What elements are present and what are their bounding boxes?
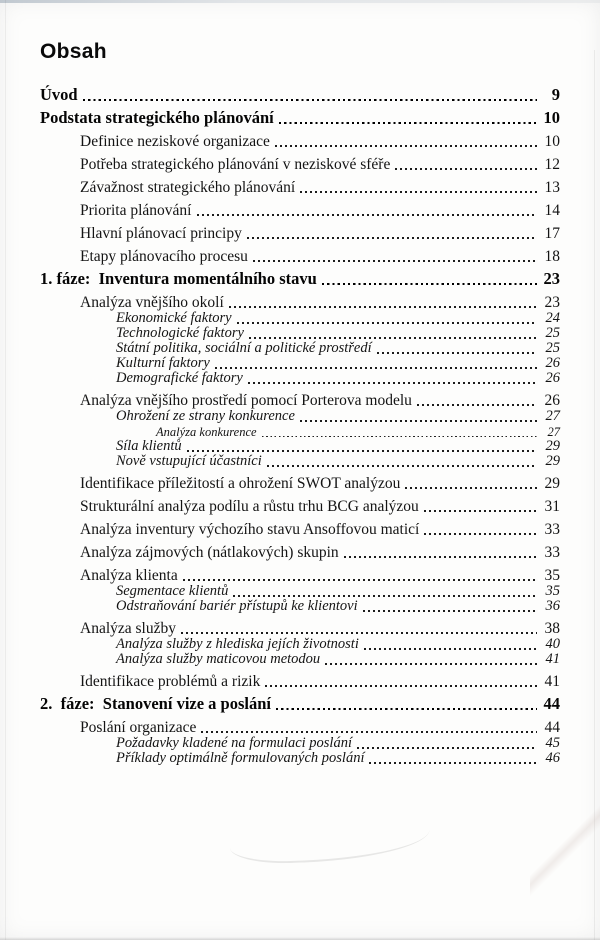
toc-entry-page: 35 (544, 567, 560, 584)
toc-entry (40, 105, 560, 128)
toc-entry-title: Analýza vnějšího prostředí pomocí Porterova modelu (80, 392, 412, 409)
toc-entry-page: 13 (544, 179, 560, 196)
toc-entry-title: Státní politika, sociální a politické prostředí (116, 340, 372, 356)
scan-top-edge-shadow (0, 0, 600, 3)
toc-entry-title: Podstata strategického plánování (40, 108, 274, 127)
toc-entry-page: 23 (544, 294, 560, 311)
dotted-leader (357, 747, 537, 749)
toc-entry-page: 14 (544, 202, 560, 219)
toc-entry-title: Kulturní faktory (116, 355, 210, 371)
dotted-leader (249, 337, 537, 339)
toc-entry-title: Analýza služby (80, 620, 176, 637)
toc-entry (40, 668, 560, 691)
toc-entry (40, 470, 560, 493)
dotted-leader (344, 556, 537, 558)
dotted-leader (229, 306, 537, 308)
toc-entry-title: Hlavní plánovací principy (80, 225, 242, 242)
toc-entry-title: Úvod (40, 85, 78, 104)
toc-entry-page: 31 (544, 498, 560, 515)
dotted-leader (424, 510, 537, 512)
dotted-leader (247, 237, 537, 239)
toc-entry-title: Identifikace problémů a rizik (80, 673, 261, 690)
toc-entry-title: Strukturální analýza podílu a růstu trhu BCG analýzou (80, 498, 419, 515)
toc-entry-page: 24 (545, 310, 560, 326)
toc-entry (40, 197, 560, 220)
toc-entry-page: 9 (551, 85, 560, 104)
dotted-leader (275, 145, 537, 147)
dotted-leader (279, 122, 537, 125)
dotted-leader (322, 283, 537, 286)
dotted-leader (181, 632, 537, 634)
toc-entry (40, 516, 560, 539)
dotted-leader (248, 382, 537, 384)
toc-entry (40, 128, 560, 151)
toc-entry (40, 653, 560, 668)
toc-entry-title: Síla klientů (116, 438, 182, 454)
toc-entry-title: Ekonomické faktory (116, 310, 232, 326)
toc-entry (40, 174, 560, 197)
dotted-leader (300, 191, 537, 193)
dotted-leader (201, 731, 537, 733)
toc-entry-title: Požadavky kladené na formulaci poslání (116, 735, 352, 751)
dotted-leader (417, 404, 537, 406)
toc-entry-page: 35 (545, 583, 560, 599)
page-title: Obsah (40, 40, 107, 63)
dotted-leader (424, 533, 537, 535)
dotted-leader (267, 465, 537, 467)
toc-entry-page: 36 (545, 598, 560, 614)
toc-entry (40, 455, 560, 470)
toc-entry-page: 10 (544, 133, 560, 150)
dotted-leader (364, 648, 537, 650)
dotted-leader (183, 579, 537, 581)
toc-entry-page: 33 (544, 544, 560, 561)
toc-entry-title: Segmentace klientů (116, 583, 229, 599)
toc-entry (40, 752, 560, 767)
toc-entry-page: 44 (544, 719, 560, 736)
dotted-leader (369, 762, 537, 764)
toc-entry-page: 44 (543, 694, 560, 713)
toc-entry-page: 17 (544, 225, 560, 242)
toc-entry-title: Analýza zájmových (nátlakových) skupin (80, 544, 339, 561)
toc-entry-page: 26 (545, 355, 560, 371)
dotted-leader (276, 708, 537, 711)
toc-entry-title: Etapy plánovacího procesu (80, 248, 248, 265)
toc-entry-title: Ohrožení ze strany konkurence (116, 408, 295, 424)
toc-entry (40, 289, 560, 312)
toc-entry-page: 41 (545, 651, 560, 667)
dotted-leader (215, 367, 537, 369)
dotted-leader (325, 663, 537, 665)
toc-entry-title: Demografické faktory (116, 370, 243, 386)
toc-entry-title: Technologické faktory (116, 325, 244, 341)
toc-entry-title: Priorita plánování (80, 202, 192, 219)
dotted-leader (300, 420, 537, 422)
scan-smudge-mark (230, 829, 431, 864)
dotted-leader (395, 168, 537, 170)
toc-entry-page: 29 (544, 475, 560, 492)
toc-entry (40, 243, 560, 266)
toc-entry (40, 266, 560, 289)
toc-entry-page: 18 (544, 248, 560, 265)
dotted-leader (262, 436, 537, 438)
toc-entry-page: 25 (545, 325, 560, 341)
toc-entry (40, 714, 560, 737)
toc-entry (40, 220, 560, 243)
dotted-leader (187, 450, 537, 452)
toc-entry (40, 493, 560, 516)
scan-crease-mark (530, 800, 600, 900)
toc-entry-title: Závažnost strategického plánování (80, 179, 296, 196)
toc-entry-title: Analýza klienta (80, 567, 178, 584)
scan-left-edge-line (5, 0, 6, 940)
dotted-leader (83, 99, 537, 102)
toc-entry-page: 38 (544, 620, 560, 637)
dotted-leader (377, 352, 537, 354)
toc-entry (40, 615, 560, 638)
toc-entry-title: Analýza služby maticovou metodou (116, 651, 321, 667)
toc-entry-page: 46 (545, 750, 560, 766)
dotted-leader (237, 322, 537, 324)
toc-entry-page: 29 (545, 453, 560, 469)
toc-entry (40, 600, 560, 615)
dotted-leader (363, 610, 537, 612)
toc-entry-page: 40 (545, 636, 560, 652)
toc-entry-page: 26 (545, 370, 560, 386)
toc-entry-title: Analýza vnějšího okolí (80, 294, 224, 311)
toc-entry-title: 2. fáze: Stanovení vize a poslání (40, 694, 271, 713)
toc-entry-page: 29 (545, 438, 560, 454)
toc-entry-title: Analýza inventury výchozího stavu Ansoffovou maticí (80, 521, 420, 538)
toc-entry-title: Definice neziskové organizace (80, 133, 270, 150)
toc-entry-title: Poslání organizace (80, 719, 197, 736)
toc-entry (40, 562, 560, 585)
toc-entry-title: Příklady optimálně formulovaných poslání (116, 750, 365, 766)
toc-entry (40, 387, 560, 410)
toc-entry-page: 12 (544, 156, 560, 173)
toc-entry-page: 27 (545, 408, 560, 424)
table-of-contents (40, 82, 560, 767)
toc-entry-title: Analýza služby z hlediska jejích životnosti (116, 636, 359, 652)
toc-entry-page: 26 (544, 392, 560, 409)
toc-entry-title: Potřeba strategického plánování v neziskové sféře (80, 156, 391, 173)
toc-entry-title: Identifikace příležitostí a ohrožení SWOT analýzou (80, 475, 401, 492)
toc-entry-page: 45 (545, 735, 560, 751)
dotted-leader (197, 214, 538, 216)
toc-entry (40, 691, 560, 714)
toc-entry-title: 1. fáze: Inventura momentálního stavu (40, 269, 317, 288)
toc-entry-page: 41 (544, 673, 560, 690)
toc-entry-title: Analýza konkurence (156, 425, 257, 439)
toc-entry-title: Nově vstupující účastníci (116, 453, 262, 469)
toc-entry-page: 33 (544, 521, 560, 538)
dotted-leader (405, 487, 537, 489)
toc-entry-page: 23 (543, 269, 560, 288)
toc-entry-page: 25 (545, 340, 560, 356)
dotted-leader (253, 260, 537, 262)
toc-entry-title: Odstraňování bariér přístupů ke klientovi (116, 598, 358, 614)
dotted-leader (233, 595, 537, 597)
toc-entry-page: 10 (543, 108, 560, 127)
toc-entry (40, 372, 560, 387)
dotted-leader (265, 685, 537, 687)
toc-entry (40, 82, 560, 105)
toc-entry (40, 151, 560, 174)
toc-entry-page: 27 (547, 425, 560, 439)
toc-entry (40, 410, 560, 425)
toc-entry (40, 539, 560, 562)
